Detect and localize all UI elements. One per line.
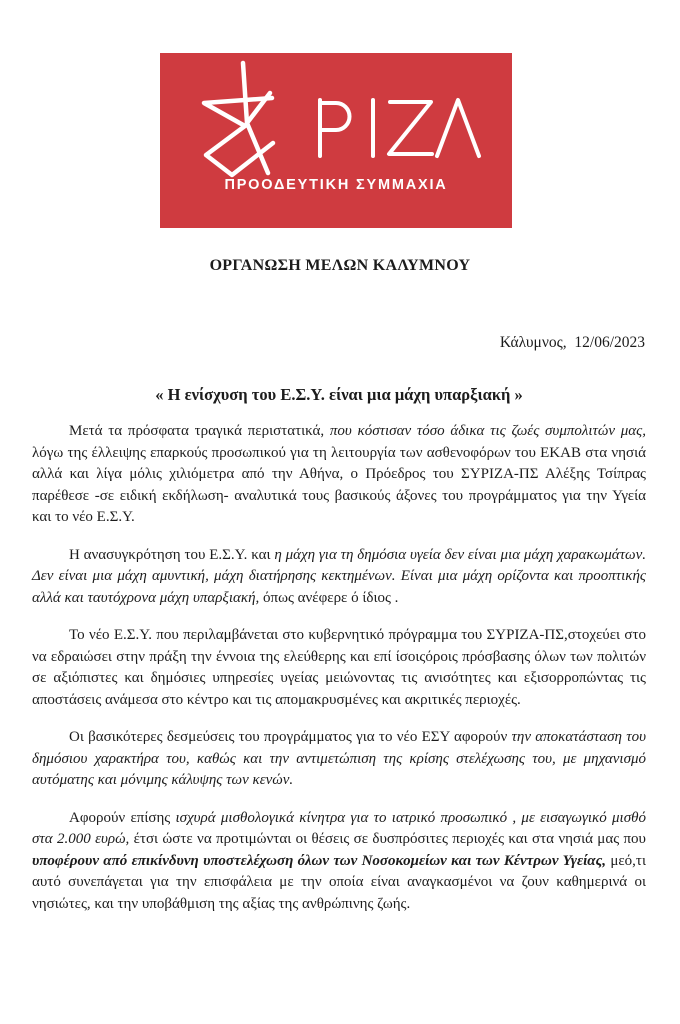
text-run: υποφέρουν από επικίνδυνη υποστελέχωση όλων των Νοσοκομείων και των Κέντρων Υγείας, [32, 852, 607, 869]
organization-title: ΟΡΓΑΝΩΣΗ ΜΕΛΩΝ ΚΑΛΥΜΝΟΥ [209, 257, 471, 274]
text-run: Η ανασυγκρότηση του Ε.Σ.Υ. και [69, 546, 275, 563]
paragraph-2 [32, 545, 646, 610]
text-run: ισχυρά μισθολογικά κίνητρα για το ιατρικό προσωπικό , με εισαγωγικό μισθό στα 2.000 ευρώ, [32, 809, 646, 847]
document-body [32, 421, 646, 931]
paragraph-1 [32, 421, 646, 529]
text-run: Αφορούν επίσης [69, 809, 176, 826]
paragraph-4 [32, 727, 646, 792]
text-run: την αποκατάσταση του δημόσιου χαρακτήρα του, καθώς και την αντιμετώπιση της κρίσης στελέχωσης του, με μηχανισμό αυτόματης και μόνιμης κάλυψης των κενών. [32, 729, 647, 788]
text-run: έτσι ώστε να προτιμώνται οι θέσεις σε δυσπρόσιτες περιοχές και στα νησιά μας που [129, 831, 646, 847]
syriza-logo [160, 53, 512, 228]
dateline: Κάλυμνος, 12/06/2023 [499, 334, 645, 351]
text-run: που κόστισαν τόσο άδικα τις ζωές συμπολιτών μας, [329, 423, 646, 439]
syriza-star-icon [204, 63, 273, 175]
document-title: « Η ενίσχυση του Ε.Σ.Υ. είναι μια μάχη υπαρξιακή » [155, 385, 523, 404]
text-run: όπως ανέφερε ό ίδιος . [259, 589, 399, 606]
text-run: Οι βασικότερες δεσμεύσεις του προγράμματος για το νέο ΕΣΥ αφορούν [69, 729, 512, 745]
syriza-logo-svg [160, 53, 512, 228]
text-run: Μετά τα πρόσφατα τραγικά περιστατικά, [69, 423, 330, 439]
text-run: λόγω της έλλειψης επαρκούς προσωπικού για τη λειτουργία των ασθενοφόρων του ΕΚΑΒ στα νησιά αλλά και λίγα μόλις χιλιόμετρα από την Αθήνα, ο Πρόεδρος του ΣΥΡΙΖΑ-ΠΣ Αλέξης Τσίπρας παρέθεσε -σε ειδική εκδήλωση- αναλυτικά τους βασικούς άξονες του προγράμματος για την Υγεία και το νέο Ε.Σ.Υ. [32, 444, 646, 525]
text-run: Το νέο Ε.Σ.Υ. που περιλαμβάνεται στο κυβερνητικό πρόγραμμα του ΣΥΡΙΖΑ-ΠΣ,στοχεύει στο να εδραιώσει στην πράξη την έννοια της ελεύθερης και επί ίσοιςόροις πρόσβασης όλων των πολιτών σε αξιόπιστες και δημόσιες υπηρεσίες υγείας μειώνοντας τις ανισότητες και εξισορροπώντας τις αποστάσεις ανάμεσα στο κέντρο και τις απομακρυσμένες και ακριτικές περιοχές. [32, 627, 646, 708]
paragraph-5 [32, 808, 646, 916]
paragraph-3 [32, 625, 646, 711]
text-run: μεό,τι αυτό συνεπάγεται για την επισφάλεια με την οποία είναι αναγκασμένοι να ζουν καθημερινά οι νησιώτες, και την υποβάθμιση της αξίας της ανθρώπινης ζωής. [32, 852, 646, 912]
logo-letters-riza [320, 100, 479, 156]
text-run: η μάχη για τη δημόσια υγεία δεν είναι μια μάχη χαρακωμάτων. Δεν είναι μια μάχη αμυντική, μάχη διατήρησης κεκτημένων. Είναι μια μάχη ορίζοντα και προοπτικής αλλά και ταυτόχρονα μάχη υπαρξιακή, [32, 546, 646, 606]
logo-subtitle: ΠΡΟΟΔΕΥΤΙΚΗ ΣΥΜΜΑΧΙΑ [224, 177, 448, 193]
